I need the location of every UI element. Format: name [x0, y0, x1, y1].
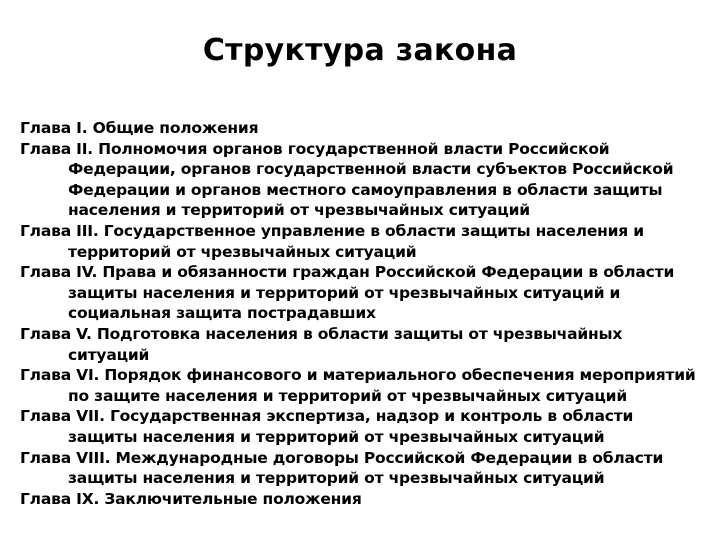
chapter-2: Глава II. Полномочия органов государственной власти Российской Федерации, органов государственной власти субъектов Российской Федерации и органов местного самоуправления в области защиты населения и территорий от чрезвычайных ситуаций [20, 139, 674, 220]
chapter-1: Глава I. Общие положения [20, 119, 259, 137]
chapter-4: Глава IV. Права и обязанности граждан Российской Федерации в области защиты населения и территорий от чрезвычайных ситуаций и социальная защита пострадавших [20, 263, 675, 323]
chapter-list [20, 118, 700, 509]
chapter-6: Глава VI. Порядок финансового и материального обеспечения мероприятий по защите населения и территорий от чрезвычайных ситуаций [20, 366, 696, 405]
chapter-9: Глава IX. Заключительные положения [20, 489, 362, 508]
slide-title: Структура закона [202, 33, 518, 68]
chapter-7: Глава VII. Государственная экспертиза, надзор и контроль в области защиты населения и территорий от чрезвычайных ситуаций [20, 407, 634, 446]
chapter-5: Глава V. Подготовка населения в области защиты от чрезвычайных ситуаций [20, 324, 623, 364]
chapter-3: Глава III. Государственное управление в области защиты населения и территорий от чрезвычайных ситуаций [20, 221, 644, 261]
chapter-8: Глава VIII. Международные договоры Российской Федерации в области защиты населения и территорий от чрезвычайных ситуаций [20, 448, 664, 488]
